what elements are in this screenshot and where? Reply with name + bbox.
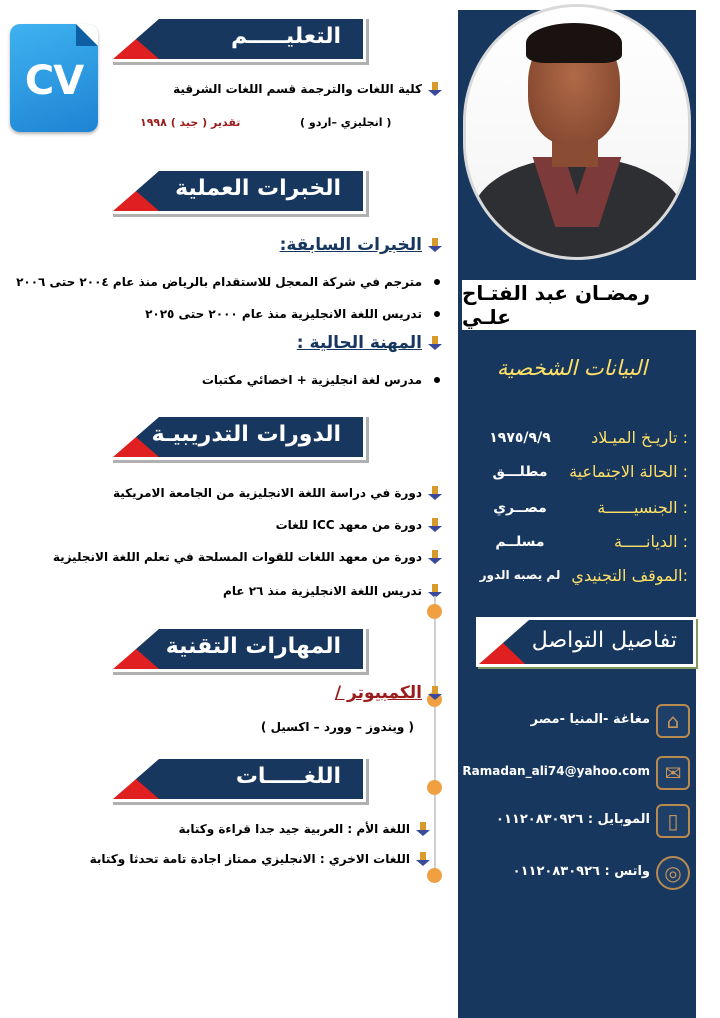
computer-skills-list [261,716,414,738]
cv-logo [10,24,98,132]
timeline-dot [427,868,442,883]
computer-skills-title: الكمبيوتر / [334,683,422,703]
dot-bullet [434,377,440,383]
education-item-text: كلية اللغات والترجمة قسم اللغات الشرقية [173,82,422,96]
courses-title: الدورات التدريبيـة [151,422,341,447]
skills-title: المهارات التقنية [165,634,341,659]
course-item [53,546,442,568]
computer-skills-heading [335,680,442,706]
info-row-birthdate [462,428,692,458]
personal-info-title: البيانات الشخصية [496,356,648,380]
header-white-triangle [113,19,159,59]
timeline-dot [427,780,442,795]
name-banner [462,280,696,330]
arrow-bullet-icon [416,822,430,836]
home-icon: ⌂ [656,704,690,738]
info-value: مصــري [493,500,547,516]
info-label: الجنسيــــــة : [597,498,688,517]
course-text: دورة من معهد ICC للغات [275,518,422,532]
course-text: دورة في دراسة اللغة الانجليزية من الجامعة الامريكية [112,486,422,500]
skills-section-header [110,626,366,672]
language-item [90,848,430,870]
mail-icon: ✉ [656,756,690,790]
arrow-bullet-icon [428,550,442,564]
arrow-bullet-icon [428,518,442,532]
contact-whatsapp [462,856,696,894]
contact-mobile-text: الموبايل : ٠١١٢٠٨٣٠٩٢٦ [496,812,650,827]
previous-experience-item [145,304,440,324]
header-white-triangle [479,620,529,664]
info-row-military [462,566,692,596]
contact-mobile [462,804,696,842]
header-white-triangle [113,171,159,211]
info-value: ١٩٧٥/٩/٩ [489,430,551,446]
arrow-bullet-icon [428,686,442,700]
experience-section-header [110,168,366,214]
contact-email-text[interactable]: Ramadan_ali74@yahoo.com [462,764,650,778]
phone-icon: ▯ [656,804,690,838]
globe-icon: ◎ [656,856,690,890]
contact-title: تفاصيل التواصل [531,628,677,653]
timeline-line [434,596,436,878]
logo-fold [76,24,98,46]
current-job-text: مدرس لغة انجليزية + اخصائي مكتبات [201,373,422,387]
course-text: دورة من معهد اللغات للقوات المسلحة في تعلم اللغة الانجليزية [52,550,422,564]
languages-title: اللغـــــات [235,764,341,789]
contact-whatsapp-text: واتس : ٠١١٢٠٨٣٠٩٢٦ [512,864,650,879]
contact-email[interactable] [462,756,696,794]
language-text: اللغات الاخري : الانجليزي ممتاز اجادة تامة تحدثا وكتابة [89,852,410,866]
course-text: تدريس اللغة الانجليزية منذ ٢٦ عام [223,584,422,598]
language-item [179,818,430,840]
education-languages: ( انجليزي –اردو ) [300,116,392,129]
previous-experience-text: تدريس اللغة الانجليزية منذ عام ٢٠٠٠ حتى ٢٠٢٥ [145,307,422,321]
course-item [223,580,442,602]
education-item [173,78,442,100]
arrow-bullet-icon [428,82,442,96]
arrow-bullet-icon [428,336,442,350]
info-row-marital [462,462,692,492]
current-job-item [202,370,440,390]
education-title: التعليـــــم [230,24,341,49]
education-grade: تقدير ( جيد ) ١٩٩٨ [140,116,241,129]
education-section-header [110,16,366,62]
info-label: تاريـخ الميـلاد : [591,428,688,447]
info-label: الحالة الاجتماعية : [569,462,688,481]
previous-experience-heading [280,232,442,258]
dot-bullet [434,279,440,285]
info-value: مسلــم [495,534,545,550]
profile-name: رمضـان عبد الفتـاح علـي [462,281,651,329]
arrow-bullet-icon [428,238,442,252]
course-item [276,514,442,536]
contact-address [462,704,696,742]
experience-title: الخبرات العملية [175,176,341,201]
info-value: مطلـــق [492,464,548,480]
info-row-religion [462,532,692,562]
photo-hair [526,23,622,63]
previous-experience-text: مترجم في شركة المعجل للاستقدام بالرياض منذ عام ٢٠٠٤ حتى ٢٠٠٦ [16,275,422,289]
header-white-triangle [113,759,159,799]
previous-experience-title: الخبرات السابقة: [279,235,422,255]
cv-logo-text: CV [24,58,84,104]
current-job-heading [297,330,442,356]
course-item [113,482,442,504]
header-white-triangle [113,629,159,669]
arrow-bullet-icon [416,852,430,866]
timeline-dot [427,604,442,619]
courses-section-header [110,414,366,460]
info-value: لم يصبه الدور [479,568,561,582]
contact-section-header [476,617,696,667]
previous-experience-item [16,272,440,292]
info-label: الديانـــــة : [614,532,688,551]
info-row-nationality [462,498,692,528]
info-label: الموقف التجنيدي: [571,566,688,585]
profile-photo [463,4,691,260]
computer-skills-text: ( ويندوز – وورد – اكسيل ) [260,720,414,734]
contact-address-text: مغاغة -المنيا -مصر [530,712,650,727]
languages-section-header [110,756,366,802]
dot-bullet [434,311,440,317]
arrow-bullet-icon [428,486,442,500]
language-text: اللغة الأم : العربية جيد جدا قراءة وكتابة [178,822,410,836]
current-job-title: المهنة الحالية : [296,333,422,353]
